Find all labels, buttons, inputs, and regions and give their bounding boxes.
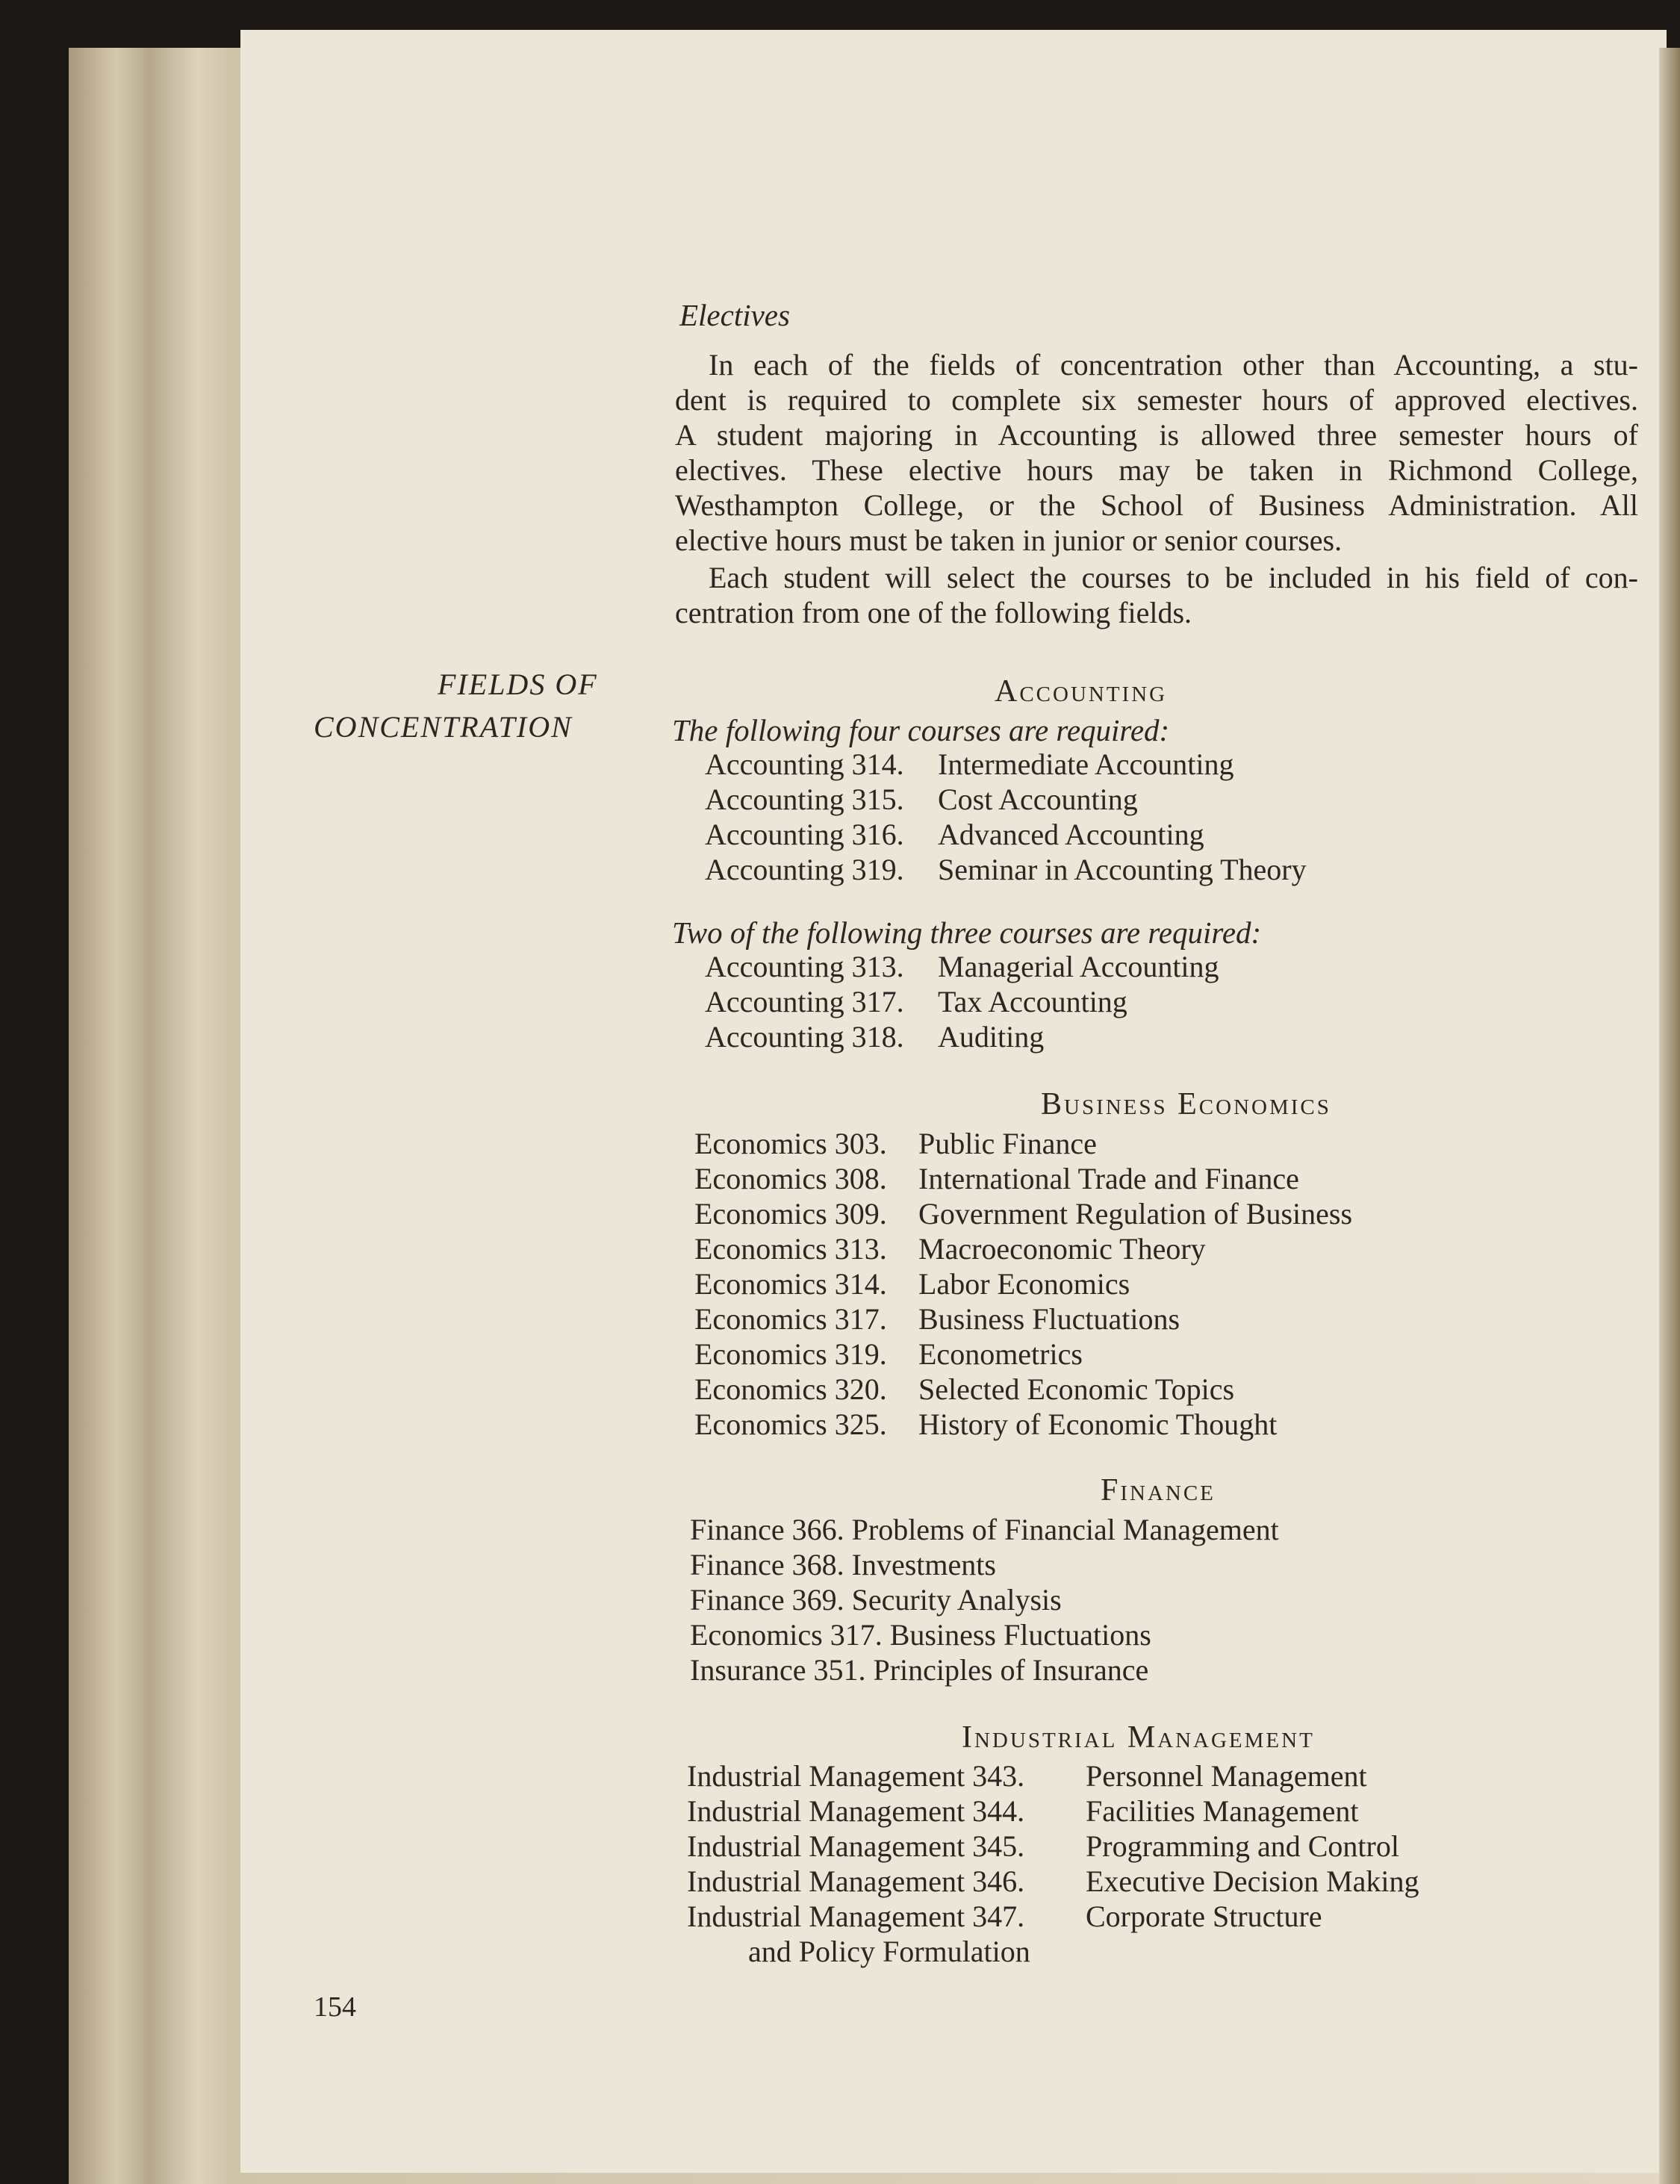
text-line: Each student will select the courses to be included in his field of con- [709,561,1638,594]
course-number: Accounting 316. [705,818,904,851]
course-number: Accounting 314. [705,747,904,781]
course-title-continuation: and Policy Formulation [748,1935,1030,1968]
course-title: Managerial Accounting [938,950,1219,983]
course-number: Economics 314. [694,1267,887,1301]
text-line: dent is required to complete six semester hours of approved electives. [675,383,1638,417]
course-title: Seminar in Accounting Theory [938,853,1307,886]
side-heading-line-1: FIELDS OF [438,668,598,701]
course-number: Accounting 315. [705,783,904,816]
course-title: Auditing [938,1020,1045,1054]
course-number: Economics 320. [694,1372,887,1406]
page-number: 154 [314,1991,356,2023]
course-title: Labor Economics [918,1267,1130,1301]
course-number: Economics 319. [694,1337,887,1371]
course-number: Economics 313. [694,1232,887,1266]
course-number: Accounting 319. [705,853,904,886]
course-number: Economics 325. [694,1407,887,1441]
course-number: Economics 308. [694,1162,887,1195]
course-line: Finance 369. Security Analysis [690,1583,1062,1617]
course-number: Accounting 313. [705,950,904,983]
text-line: Westhampton College, or the School of Business Administration. All [675,488,1638,522]
text-line: electives. These elective hours may be taken in Richmond College, [675,453,1638,487]
course-number: Industrial Management 346. [687,1864,1025,1898]
course-title: History of Economic Thought [918,1407,1278,1441]
course-title: Selected Economic Topics [918,1372,1235,1406]
course-title: Government Regulation of Business [918,1197,1353,1231]
course-number: Economics 317. [694,1302,887,1336]
electives-paragraph-2 [675,560,1638,630]
course-title: International Trade and Finance [918,1162,1299,1195]
course-title: Cost Accounting [938,783,1138,816]
course-title: Econometrics [918,1337,1083,1371]
accounting-required-heading: The following four courses are required: [672,713,1170,747]
course-title: Executive Decision Making [1086,1864,1419,1898]
course-number: Economics 309. [694,1197,887,1231]
course-title: Programming and Control [1086,1829,1399,1863]
course-number: Industrial Management 344. [687,1794,1025,1828]
course-number: Industrial Management 347. [687,1900,1025,1933]
electives-paragraph-1 [675,347,1638,558]
course-line: Insurance 351. Principles of Insurance [690,1653,1149,1687]
course-title: Facilities Management [1086,1794,1359,1828]
text-line: A student majoring in Accounting is allowed three semester hours of [675,418,1638,452]
course-number: Accounting 318. [705,1020,904,1054]
electives-heading: Electives [679,298,790,332]
text-line: centration from one of the following fields. [675,596,1192,629]
course-title: Business Fluctuations [918,1302,1180,1336]
industrial-management-section-title: Industrial Management [962,1720,1315,1755]
course-number: Industrial Management 343. [687,1759,1025,1793]
course-title: Personnel Management [1086,1759,1367,1793]
course-title: Tax Accounting [938,985,1127,1018]
text-line: In each of the fields of concentration other than Accounting, a stu- [709,348,1638,382]
course-number: Accounting 317. [705,985,904,1018]
finance-section-title: Finance [1101,1473,1216,1508]
course-line: Finance 368. Investments [690,1548,996,1581]
course-title: Advanced Accounting [938,818,1204,851]
accounting-section-title: Accounting [995,674,1168,709]
course-number: Industrial Management 345. [687,1829,1025,1863]
course-line: Finance 366. Problems of Financial Management [690,1513,1279,1546]
course-title: Public Finance [918,1127,1097,1160]
course-number: Economics 303. [694,1127,887,1160]
business-economics-section-title: Business Economics [1041,1087,1331,1121]
text-line: elective hours must be taken in junior or senior courses. [675,523,1343,557]
book-spine-edge [1659,48,1680,2184]
side-heading-line-2: CONCENTRATION [314,710,573,744]
course-title: Macroeconomic Theory [918,1232,1206,1266]
accounting-choice-heading: Two of the following three courses are required: [672,915,1262,950]
course-line: Economics 317. Business Fluctuations [690,1618,1151,1652]
course-title: Intermediate Accounting [938,747,1234,781]
course-title: Corporate Structure [1086,1900,1322,1933]
